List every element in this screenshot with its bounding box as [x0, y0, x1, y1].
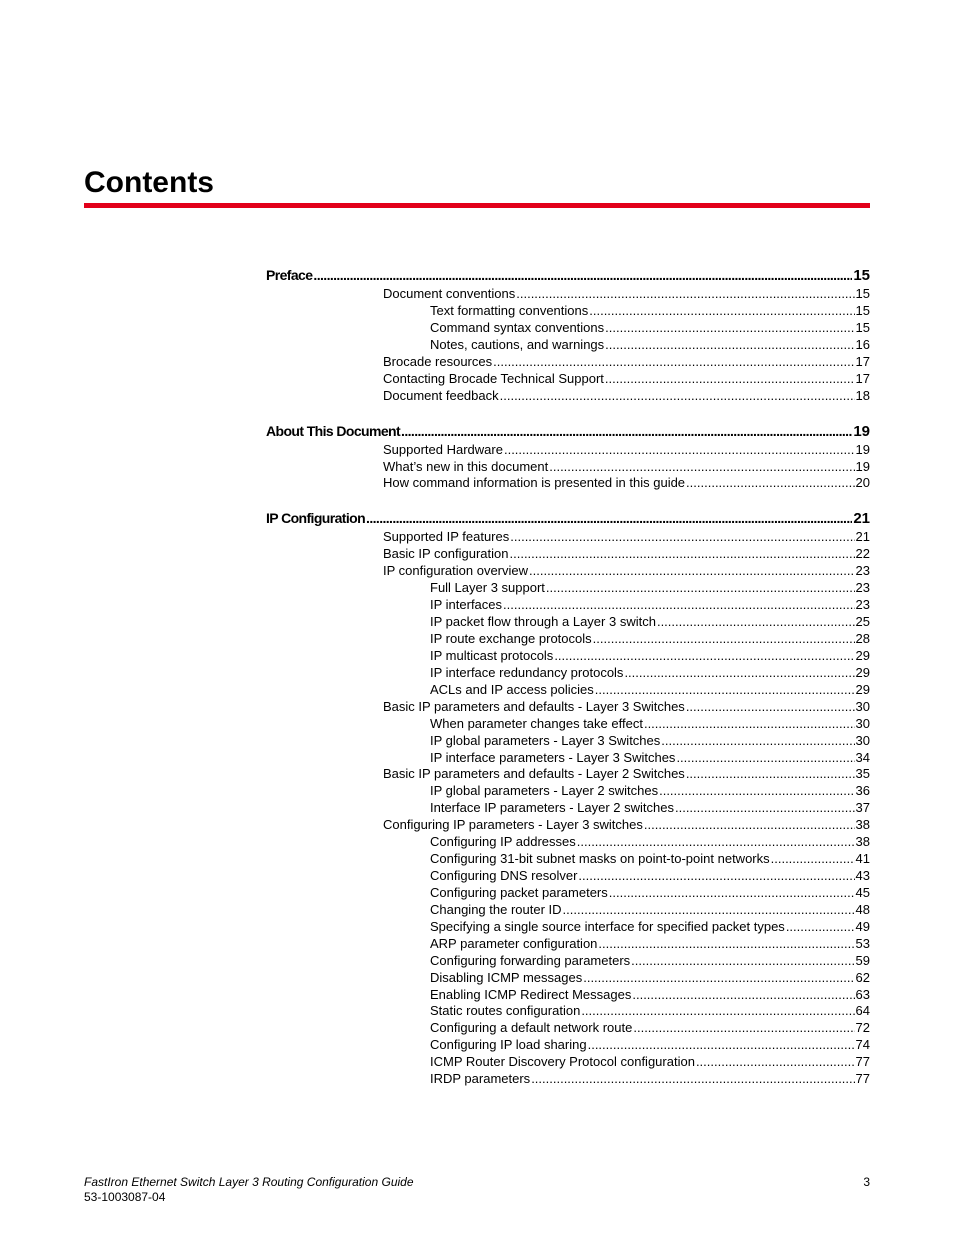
toc-entry[interactable] — [383, 474, 870, 491]
toc-entry[interactable] — [430, 1070, 870, 1087]
toc-dot-leader — [605, 336, 854, 353]
toc-entry-title: Basic IP parameters and defaults - Layer 2 Switches — [383, 766, 685, 782]
toc-entry-title: About This Document — [266, 422, 401, 439]
toc-dot-leader — [313, 265, 852, 285]
toc-entry-page: 29 — [855, 664, 870, 680]
toc-entry-page: 77 — [855, 1054, 870, 1070]
toc-entry[interactable] — [430, 1019, 870, 1036]
toc-dot-leader — [366, 508, 852, 528]
toc-dot-leader — [686, 698, 855, 715]
toc-entry-title: Configuring IP parameters - Layer 3 switches — [383, 817, 643, 833]
toc-entry-page: 15 — [853, 267, 870, 284]
toc-entry-page: 17 — [855, 370, 870, 386]
toc-entry-title: Supported IP features — [383, 529, 510, 545]
toc-dot-leader — [589, 302, 854, 319]
toc-dot-leader — [401, 421, 852, 441]
toc-entry-title: IP configuration overview — [383, 563, 529, 579]
toc-dot-leader — [546, 579, 855, 596]
toc-entry-page: 64 — [855, 1003, 870, 1019]
toc-dot-leader — [659, 782, 854, 799]
toc-entry-title: How command information is presented in this guide — [383, 475, 686, 491]
toc-dot-leader — [493, 353, 854, 370]
toc-dot-leader — [696, 1053, 855, 1070]
toc-entry-title: Document conventions — [383, 286, 516, 301]
toc-entry-page: 41 — [855, 851, 870, 867]
toc-entry[interactable] — [430, 319, 870, 336]
toc-entry-title: Configuring 31-bit subnet masks on point-to-point networks — [430, 851, 770, 867]
toc-entry[interactable] — [430, 579, 870, 596]
toc-entry-page: 38 — [855, 834, 870, 850]
toc-dot-leader — [633, 1019, 854, 1036]
toc-dot-leader — [686, 765, 855, 782]
toc-entry-title: Configuring IP addresses — [430, 834, 576, 850]
toc-entry-title: What’s new in this document — [383, 458, 549, 474]
toc-entry[interactable] — [430, 986, 870, 1003]
toc-dot-leader — [771, 850, 855, 867]
toc-entry-title: Configuring forwarding parameters — [430, 952, 631, 968]
toc-entry-page: 53 — [855, 935, 870, 951]
toc-entry-page: 20 — [855, 475, 870, 491]
toc-entry-page: 19 — [855, 441, 870, 457]
toc-entry-page: 25 — [855, 614, 870, 630]
toc-entry[interactable] — [430, 850, 870, 867]
toc-entry-title: IP route exchange protocols — [430, 631, 592, 647]
toc-entry[interactable] — [430, 715, 870, 732]
toc-dot-leader — [661, 732, 854, 749]
toc-entry-title: Changing the router ID — [430, 901, 562, 917]
toc-dot-leader — [631, 952, 854, 969]
toc-dot-leader — [609, 884, 855, 901]
toc-entry-page: 29 — [855, 647, 870, 663]
toc-dot-leader — [624, 664, 854, 681]
toc-entry[interactable] — [430, 901, 870, 918]
toc-entry-title: Command syntax conventions — [430, 319, 605, 335]
toc-dot-leader — [605, 319, 854, 336]
toc-entry-page: 63 — [855, 986, 870, 1002]
toc-entry-page: 30 — [855, 698, 870, 714]
toc-entry[interactable] — [430, 1036, 870, 1053]
toc-entry-title: ICMP Router Discovery Protocol configuration — [430, 1054, 695, 1070]
toc-entry[interactable] — [383, 528, 870, 545]
toc-entry-page: 15 — [855, 319, 870, 335]
toc-dot-leader — [503, 596, 855, 613]
toc-entry-page: 37 — [855, 800, 870, 816]
toc-entry-title: IP interfaces — [430, 597, 503, 613]
toc-entry[interactable] — [430, 884, 870, 901]
toc-entry-title: Static routes configuration — [430, 1003, 581, 1019]
toc-entry-title: Interface IP parameters - Layer 2 switches — [430, 800, 674, 816]
toc-entry[interactable] — [430, 596, 870, 613]
toc-dot-leader — [686, 474, 854, 491]
toc-entry-page: 34 — [855, 749, 870, 765]
toc-entry-title: Configuring DNS resolver — [430, 868, 578, 884]
toc-dot-leader — [644, 816, 855, 833]
toc-entry[interactable] — [383, 562, 870, 579]
toc-dot-leader — [632, 986, 854, 1003]
toc-entry-page: 28 — [855, 631, 870, 647]
toc-entry[interactable] — [383, 441, 870, 458]
toc-chapter[interactable] — [266, 421, 870, 441]
toc-chapter[interactable] — [266, 265, 870, 285]
toc-entry[interactable] — [430, 302, 870, 319]
toc-entry[interactable] — [430, 969, 870, 986]
toc-entry-page: 17 — [855, 353, 870, 369]
toc-entry-page: 35 — [855, 766, 870, 782]
toc-dot-leader — [500, 387, 855, 404]
toc-entry[interactable] — [430, 664, 870, 681]
toc-dot-leader — [593, 630, 855, 647]
toc-dot-leader — [675, 799, 855, 816]
toc-entry-page: 77 — [855, 1071, 870, 1087]
footer-page-number: 3 — [863, 1175, 870, 1189]
toc-entry[interactable] — [383, 545, 870, 562]
toc-entry-title: Configuring packet parameters — [430, 884, 608, 900]
toc-entry-title: Preface — [266, 267, 313, 283]
toc-entry-page: 59 — [855, 952, 870, 968]
toc-entry[interactable] — [430, 749, 870, 766]
toc-dot-leader — [510, 545, 855, 562]
toc-entry[interactable] — [430, 613, 870, 630]
toc-entry-title: Text formatting conventions — [430, 302, 589, 318]
toc-entry[interactable] — [430, 647, 870, 664]
toc-dot-leader — [644, 715, 855, 732]
toc-entry[interactable] — [383, 285, 870, 302]
toc-entry-page: 21 — [855, 529, 870, 545]
toc-dot-leader — [510, 528, 854, 545]
toc-dot-leader — [531, 1070, 854, 1087]
toc-dot-leader — [595, 681, 855, 698]
toc-entry[interactable] — [430, 681, 870, 698]
toc-entry[interactable] — [430, 630, 870, 647]
toc-entry-title: IP multicast protocols — [430, 647, 554, 663]
toc-entry[interactable] — [430, 336, 870, 353]
toc-entry[interactable] — [430, 935, 870, 952]
toc-entry-title: IP global parameters - Layer 2 switches — [430, 783, 659, 799]
toc-entry-page: 74 — [855, 1037, 870, 1053]
toc-entry-title: IP interface redundancy protocols — [430, 664, 624, 680]
toc-entry[interactable] — [383, 698, 870, 715]
toc-chapter[interactable] — [266, 508, 870, 528]
toc-entry-title: ARP parameter configuration — [430, 935, 598, 951]
page-footer — [84, 1175, 870, 1205]
toc-entry-page: 19 — [855, 458, 870, 474]
toc-entry-title: Contacting Brocade Technical Support — [383, 370, 604, 386]
toc-entry-page: 23 — [855, 563, 870, 579]
toc-entry-title: Full Layer 3 support — [430, 580, 545, 596]
toc-entry-page: 38 — [855, 817, 870, 833]
toc-entry-page: 23 — [855, 580, 870, 596]
toc-entry-page: 30 — [855, 715, 870, 731]
footer-guide-title: FastIron Ethernet Switch Layer 3 Routing Configuration Guide — [84, 1175, 414, 1189]
toc-dot-leader — [657, 613, 855, 630]
toc-entry-page: 18 — [855, 387, 870, 403]
page-title: Contents — [84, 166, 214, 199]
toc-entry-title: Enabling ICMP Redirect Messages — [430, 986, 632, 1002]
toc-entry-title: Specifying a single source interface for specified packet types — [430, 918, 785, 934]
toc-entry-title: Brocade resources — [383, 353, 493, 369]
toc-dot-leader — [549, 458, 854, 475]
toc-entry-page: 22 — [855, 546, 870, 562]
toc-entry[interactable] — [430, 1053, 870, 1070]
toc-entry[interactable] — [430, 952, 870, 969]
toc-dot-leader — [563, 901, 855, 918]
toc-dot-leader — [578, 867, 854, 884]
toc-dot-leader — [554, 647, 854, 664]
toc-entry-page: 45 — [855, 884, 870, 900]
toc-entry[interactable] — [430, 918, 870, 935]
toc-entry[interactable] — [383, 765, 870, 782]
toc-dot-leader — [577, 833, 855, 850]
toc-dot-leader — [529, 562, 855, 579]
toc-dot-leader — [504, 441, 855, 458]
toc-entry-title: IP Configuration — [266, 510, 366, 527]
toc-dot-leader — [676, 749, 854, 766]
toc-entry-page: 23 — [855, 597, 870, 613]
toc-entry[interactable] — [383, 458, 870, 475]
toc-entry[interactable] — [430, 782, 870, 799]
toc-dot-leader — [583, 969, 854, 986]
toc-entry-page: 49 — [855, 918, 870, 934]
toc-entry-page: 21 — [853, 510, 870, 528]
toc-entry[interactable] — [430, 1002, 870, 1019]
toc-dot-leader — [516, 285, 854, 302]
toc-entry-title: IP packet flow through a Layer 3 switch — [430, 614, 656, 630]
toc-entry-page: 72 — [855, 1020, 870, 1036]
toc-entry-title: IP interface parameters - Layer 3 Switches — [430, 749, 676, 765]
toc-entry-title: IP global parameters - Layer 3 Switches — [430, 732, 661, 748]
toc-dot-leader — [605, 370, 855, 387]
toc-entry-page: 43 — [855, 868, 870, 884]
footer-doc-number: 53-1003087-04 — [84, 1190, 166, 1204]
toc-entry[interactable] — [430, 732, 870, 749]
toc-entry[interactable] — [430, 833, 870, 850]
toc-dot-leader — [581, 1002, 854, 1019]
title-rule — [84, 203, 870, 208]
toc-entry[interactable] — [383, 816, 870, 833]
toc-entry-page: 36 — [855, 783, 870, 799]
toc-entry[interactable] — [383, 370, 870, 387]
toc-entry-title: Supported Hardware — [383, 441, 503, 457]
toc-dot-leader — [588, 1036, 855, 1053]
toc-entry-title: Configuring a default network route — [430, 1020, 633, 1036]
toc-entry-title: Basic IP parameters and defaults - Layer 3 Switches — [383, 698, 685, 714]
toc-entry-page: 19 — [853, 422, 870, 440]
toc-entry-title: Document feedback — [383, 387, 499, 403]
toc-entry-title: Disabling ICMP messages — [430, 969, 583, 985]
toc-entry-title: Configuring IP load sharing — [430, 1037, 587, 1053]
toc-entry[interactable] — [430, 867, 870, 884]
toc-entry-page: 30 — [855, 732, 870, 748]
toc-entry-title: Basic IP configuration — [383, 546, 509, 562]
toc-entry[interactable] — [383, 353, 870, 370]
toc-entry-page: 48 — [855, 901, 870, 917]
toc-entry[interactable] — [383, 387, 870, 404]
toc-dot-leader — [598, 935, 854, 952]
toc-entry-title: IRDP parameters — [430, 1071, 531, 1087]
toc-entry-page: 15 — [855, 286, 870, 301]
toc-entry-page: 15 — [855, 302, 870, 318]
toc-entry-title: Notes, cautions, and warnings — [430, 336, 605, 352]
toc-dot-leader — [786, 918, 855, 935]
toc-entry-page: 16 — [855, 336, 870, 352]
toc-entry[interactable] — [430, 799, 870, 816]
toc-entry-title: When parameter changes take effect — [430, 715, 643, 731]
toc-entry-page: 29 — [855, 681, 870, 697]
toc-entry-page: 62 — [855, 969, 870, 985]
toc-entry-title: ACLs and IP access policies — [430, 681, 594, 697]
